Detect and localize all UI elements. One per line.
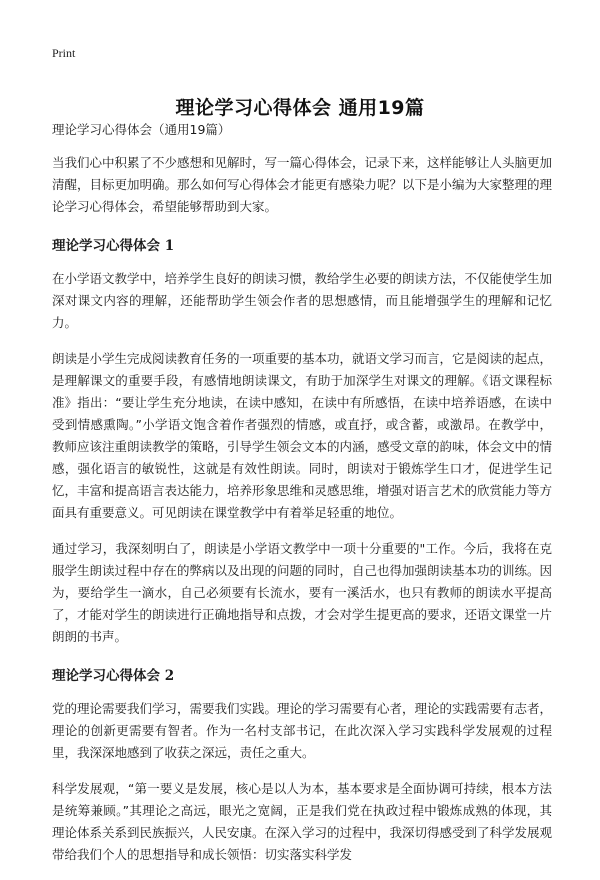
section-paragraph: 朗读是小学生完成阅读教育任务的一项重要的基本功，就语文学习而言，它是阅读的起点，是理解课文的重要手段，有感情地朗读课文，有助于加深学生对课文的理解。《语文课程标准》指出：“要让学生充分地读，在读中感知，在读中有所感悟，在读中培养语感，在读中受到情感熏陶。”小学语文饱含着作者强烈的情感，或直抒，或含蓄，或激昂。在教学中，教师应该注重朗读教学的策略，引导学生领会文本的内涵，感受文章的韵味，体会文中的情感，强化语言的敏锐性，这就是有效性朗读。同时，朗读对于锻炼学生口才，促进学生记忆，丰富和提高语言表达能力，培养形象思维和灵感思维，增强对语言艺术的欣赏能力等方面具有重要意义。可见朗读在课堂教学中有着举足轻重的地位。 [52, 351, 553, 520]
section-1 [52, 236, 552, 648]
section-paragraph: 党的理论需要我们学习，需要我们实践。理论的学习需要有心者，理论的实践需要有志者，理论的创新更需要有智者。作为一名村支部书记，在此次深入学习实践科学发展观的过程里，我深深地感到了收获之深远，责任之重大。 [52, 701, 553, 760]
section-2 [52, 666, 552, 866]
section-paragraph: 科学发展观，“第一要义是发展，核心是以人为本，基本要求是全面协调可持续，根本方法是统筹兼顾。”其理论之高远，眼光之宽阔，正是我们党在执政过程中锻炼成熟的体现，其理论体系关系到民族振兴，人民安康。在深入学习的过程中，我深切得感受到了科学发展观带给我们个人的思想指导和成长领悟：切实落实科学发 [52, 781, 553, 862]
section-paragraph: 在小学语文教学中，培养学生良好的朗读习惯，教给学生必要的朗读方法，不仅能使学生加深对课文内容的理解，还能帮助学生领会作者的思想感情，而且能增强学生的理解和记忆力。 [52, 271, 553, 330]
print-link[interactable]: Print [52, 46, 76, 60]
section-heading: 理论学习心得体会 2 [52, 668, 175, 684]
page-title: 理论学习心得体会 通用19篇 [175, 96, 425, 119]
article-body [52, 118, 552, 880]
intro-paragraph: 当我们心中积累了不少感想和见解时，写一篇心得体会，记录下来，这样能够让人头脑更加清醒，目标更加明确。那么如何写心得体会才能更有感染力呢？以下是小编为大家整理的理论学习心得体会，希望能够帮助到大家。 [52, 155, 553, 214]
section-paragraph: 通过学习，我深刻明白了，朗读是小学语文教学中一项十分重要的"工作。今后，我将在克服学生朗读过程中存在的弊病以及出现的问题的同时，自己也得加强朗读基本功的训练。因为，要给学生一滴水，自己必须要有长流水，要有一溪活水，也只有教师的朗读水平提高了，才能对学生的朗读进行正确地指导和点拨，才会对学生提更高的要求，还语文课堂一片朗朗的书声。 [52, 541, 553, 644]
article-subtitle: 理论学习心得体会（通用19篇） [52, 122, 231, 137]
section-heading: 理论学习心得体会 1 [52, 238, 175, 254]
